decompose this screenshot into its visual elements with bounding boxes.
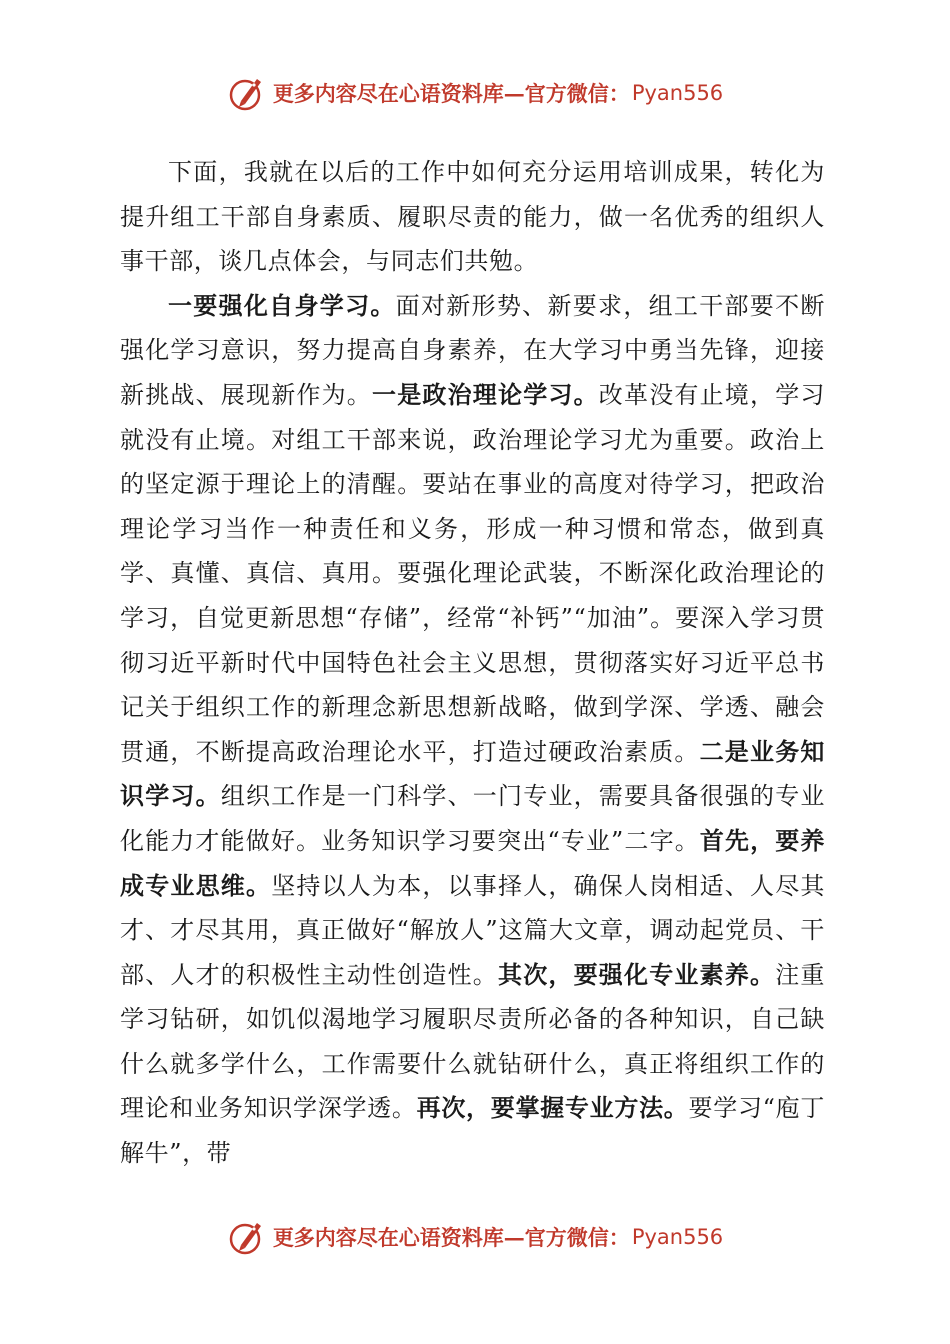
- pen-nib-logo-icon: [227, 73, 267, 113]
- bold-heading: 首先，要养成专业思维。: [120, 825, 826, 900]
- paragraph-text: 要学习“庖丁解牛”，带: [120, 1094, 825, 1168]
- paragraph-text: 组织工作是一门科学、一门专业，需要具备很强的专业化能力才能做好。业务知识学习要突出“专业”二字。: [120, 782, 825, 855]
- watermark-text: 更多内容尽在心语资料库—官方微信：: [272, 1225, 630, 1250]
- bold-heading: 二是业务知识学习。: [120, 736, 825, 811]
- paragraph-study: [120, 284, 825, 1176]
- paragraph-intro: [120, 150, 825, 284]
- document-body: [120, 150, 825, 1176]
- paragraph-text: 注重学习钻研，如饥似渴地学习履职尽责所必备的各种知识，自己缺什么就多学什么，工作需要什么就钻研什么，真正将组织工作的理论和业务知识学深学透。: [120, 960, 826, 1123]
- paragraph-text: 坚持以人为本，以事择人，确保人岗相适、人尽其才、才尽其用，真正做好“解放人”这篇大文章，调动起党员、干部、人才的积极性主动性创造性。: [120, 871, 825, 989]
- watermark-handle: Pyan556: [631, 81, 724, 105]
- bold-heading: 一是政治理论学习。: [372, 379, 599, 409]
- bold-heading: 再次，要掌握专业方法。: [416, 1093, 689, 1123]
- watermark-banner-bottom: [0, 1212, 950, 1262]
- watermark-handle: Pyan556: [631, 1225, 724, 1249]
- paragraph-text: 面对新形势、新要求，组工干部要不断强化学习意识，努力提高自身素养，在大学习中勇当先锋，迎接新挑战、展现新作为。: [120, 291, 826, 409]
- pen-nib-logo-icon: [227, 1217, 267, 1257]
- bold-heading: 其次，要强化专业素养。: [498, 959, 776, 989]
- paragraph-text: 改革没有止境，学习就没有止境。对组工干部来说，政治理论学习尤为重要。政治上的坚定源于理论上的清醒。要站在事业的高度对待学习，把政治理论学习当作一种责任和义务，形成一种习惯和常态，做到真学、真懂、真信、真用。要强化理论武装，不断深化政治理论的学习，自觉更新思想“存储”，经常“补钙”“加油”。要深入学习贯彻习近平新时代中国特色社会主义思想，贯彻落实好习近平总书记关于组织工作的新理念新思想新战略，做到学深、学透、融会贯通，不断提高政治理论水平，打造过硬政治素质。: [120, 380, 825, 766]
- bold-heading: 一要强化自身学习。: [168, 290, 396, 320]
- watermark-text: 更多内容尽在心语资料库—官方微信：: [272, 81, 630, 106]
- watermark-banner-top: [0, 68, 950, 118]
- paragraph-text: 下面，我就在以后的工作中如何充分运用培训成果，转化为提升组工干部自身素质、履职尽责的能力，做一名优秀的组织人事干部，谈几点体会，与同志们共勉。: [120, 158, 825, 276]
